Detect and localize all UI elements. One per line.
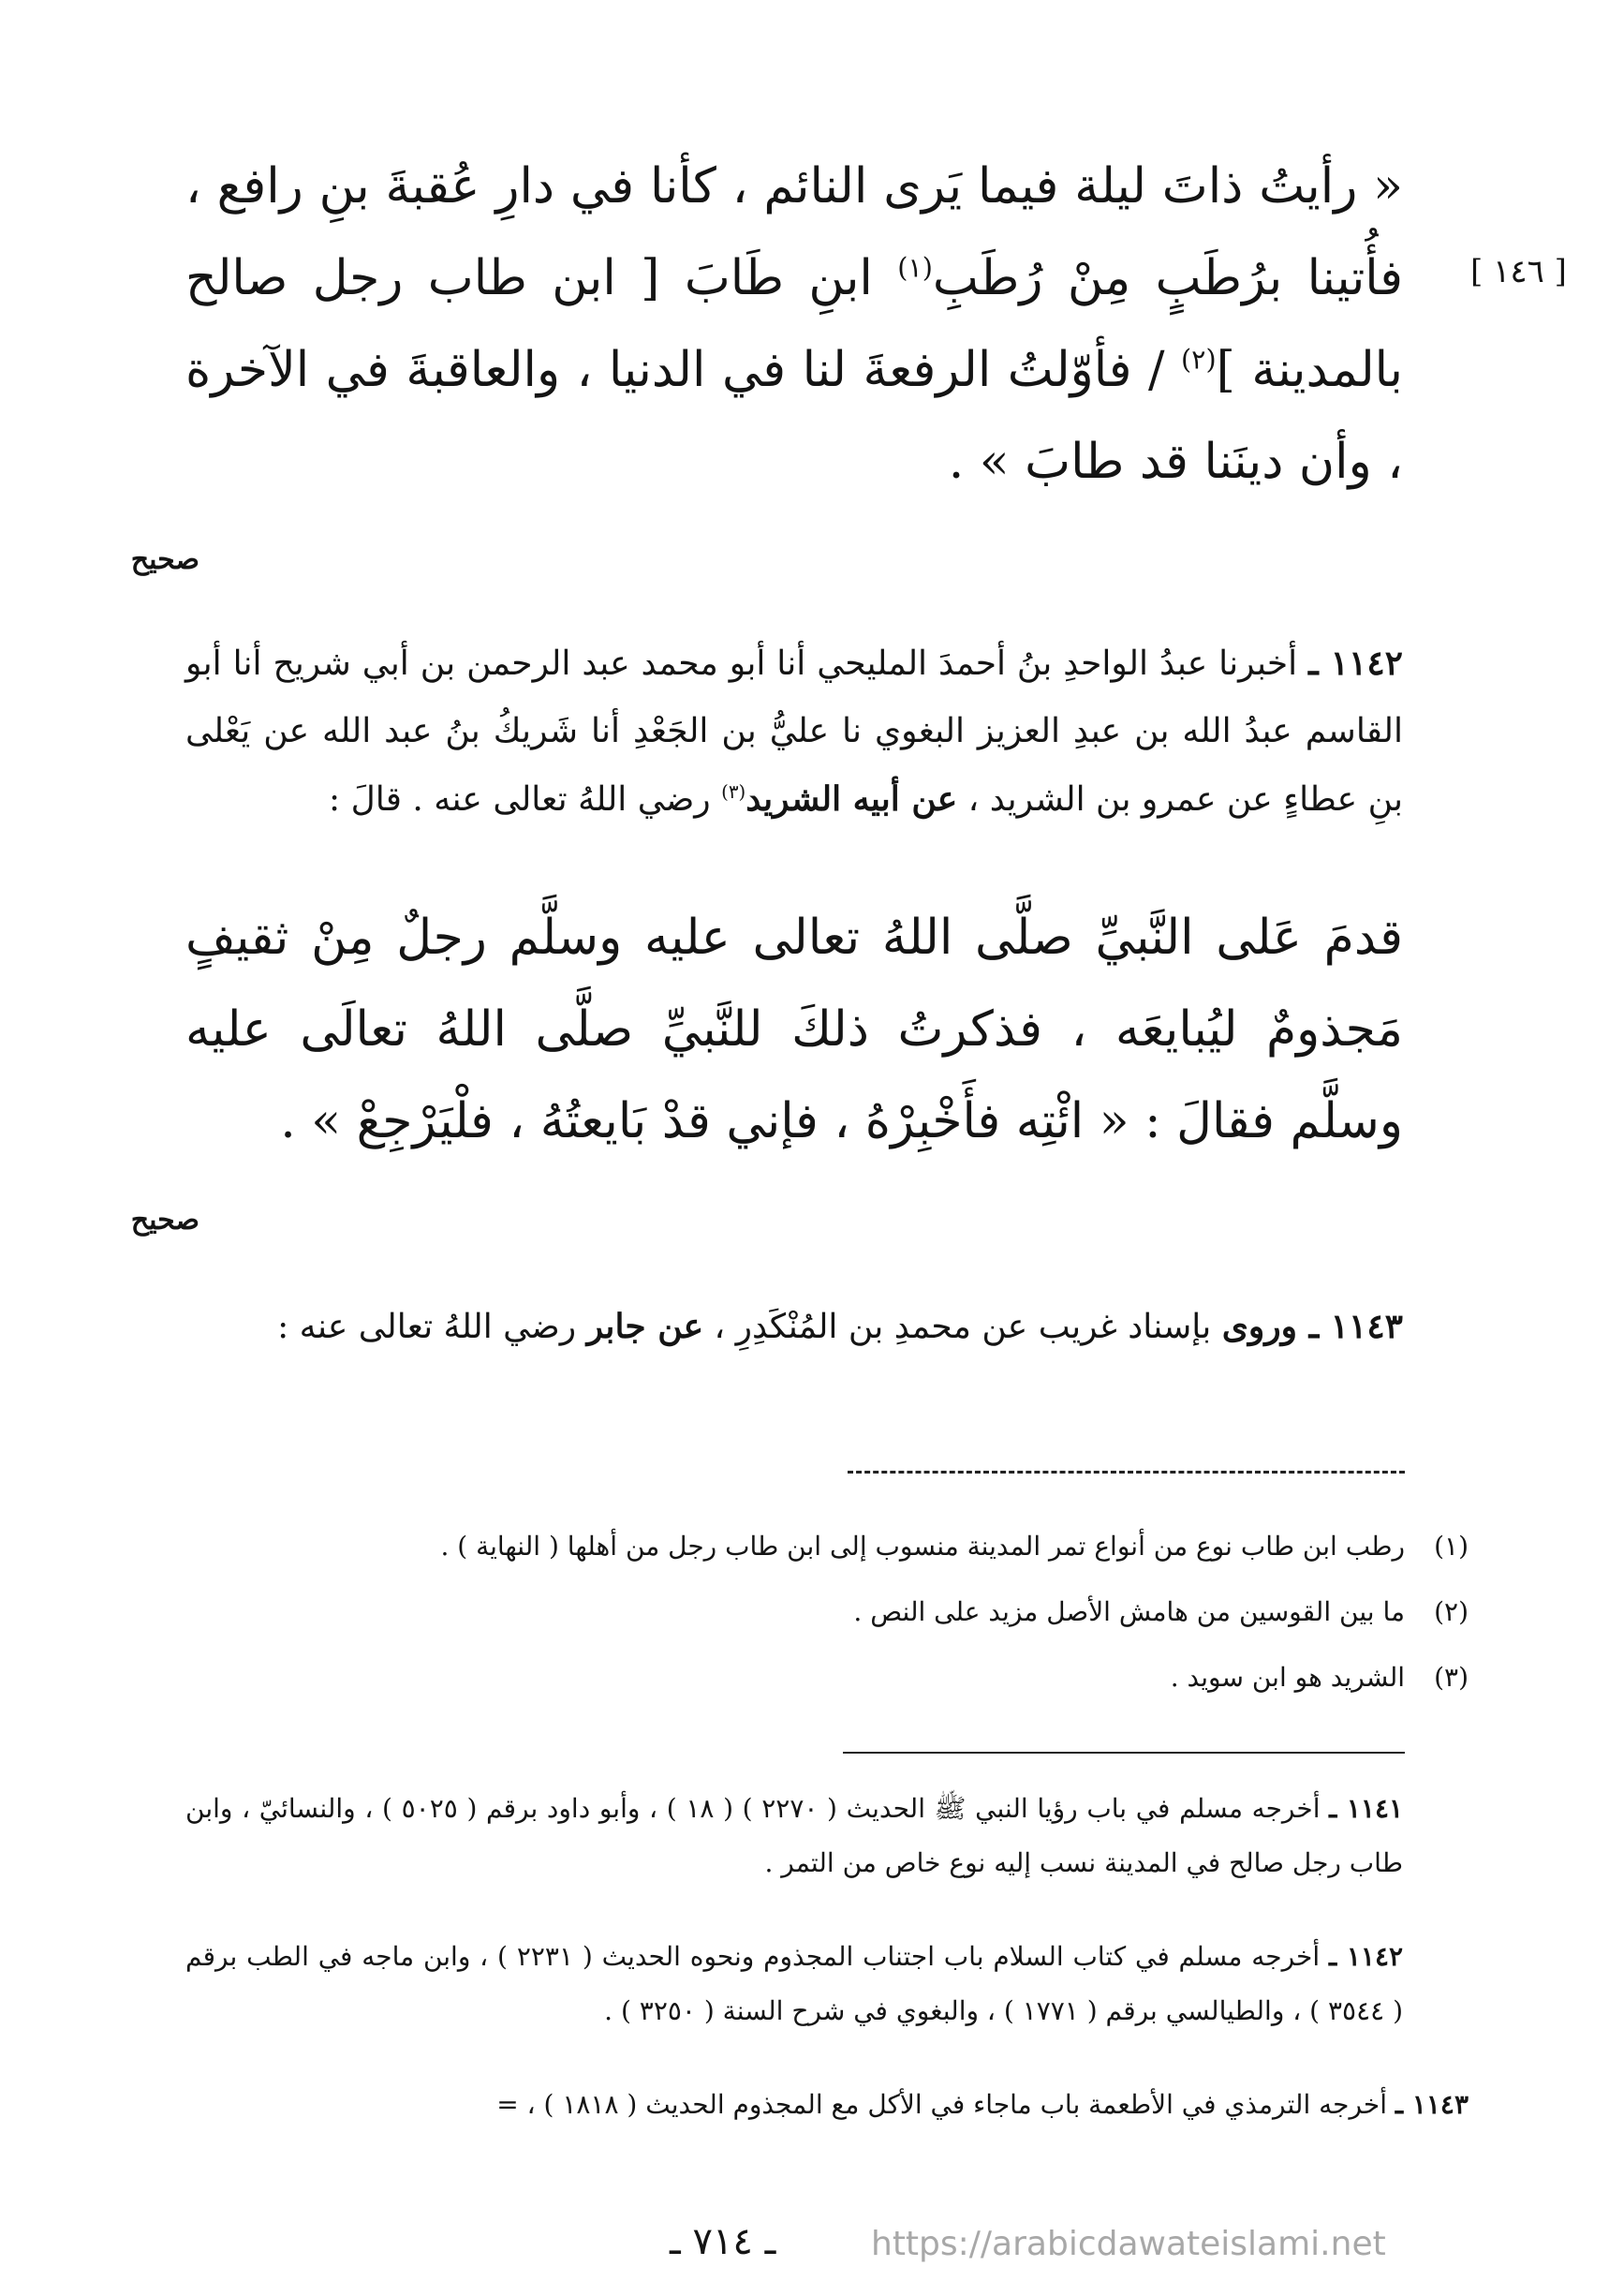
- grade-label-1: صحيح: [130, 543, 199, 576]
- takhrij-text: أخرجه مسلم في كتاب السلام باب اجتناب المجذوم ونحوه الحديث ( ٢٢٣١ ) ، وابن ماجه في الطب برقم ( ٣٥٤٤ ) ، والطيالسي برقم ( ١٧٧١ ) ، والبغوي في شرح السنة ( ٣٢٥٠ ) .: [185, 1941, 1403, 2026]
- hadith-number-1142: ١١٤٢ ـ: [1308, 644, 1403, 683]
- hadith-1143: [185, 1293, 1403, 1361]
- footnote-separator-dashed: [848, 1471, 1405, 1474]
- footnote-number: (٢): [1434, 1596, 1469, 1627]
- footnote-text: الشريد هو ابن سويد .: [1170, 1662, 1405, 1693]
- hadith-1142-from-father: عن أبيه الشريد: [745, 779, 958, 819]
- hadith-1141-text-3: / فأوّلتُ الرفعةَ لنا في الدنيا ، والعاقبةَ في الآخرة ، وأن دينَنا قد طابَ » .: [185, 342, 1403, 490]
- takhrij-number: ١١٤٢ ـ: [1328, 1941, 1404, 1972]
- hadith-number-1143: ١١٤٣ ـ: [1308, 1307, 1403, 1346]
- hadith-1141-tail: [185, 141, 1403, 508]
- takhrij-1142: [185, 1930, 1403, 2038]
- footnote-ref-3[interactable]: (٣): [721, 781, 746, 803]
- footnote-text: رطب ابن طاب نوع من أنواع تمر المدينة منسوب إلى ابن طاب رجل من أهلها ( النهاية ) .: [440, 1531, 1405, 1562]
- footnote-3: [187, 1662, 1469, 1693]
- grade-label-2: صحيح: [130, 1204, 199, 1237]
- takhrij-text: أخرجه مسلم في باب رؤيا النبي ﷺ الحديث ( ٢٢٧٠ ) ( ١٨ ) ، وأبو داود برقم ( ٥٠٢٥ ) ، والنسائيّ ، وابن طاب رجل صالح في المدينة نسب إليه نوع خاص من التمر .: [185, 1793, 1403, 1878]
- footnote-text: ما بين القوسين من هامش الأصل مزيد على النص .: [853, 1596, 1405, 1627]
- takhrij-separator: [843, 1752, 1405, 1754]
- takhrij-text: أخرجه الترمذي في الأطعمة باب ماجاء في الأكل مع المجذوم الحديث ( ١٨١٨ ) ، =: [496, 2089, 1395, 2120]
- takhrij-1141: [185, 1782, 1403, 1890]
- footnote-2: [187, 1596, 1469, 1627]
- hadith-1142-isnad: [185, 630, 1403, 834]
- takhrij-number: ١١٤١ ـ: [1329, 1793, 1404, 1824]
- takhrij-number: ١١٤٣ ـ: [1395, 2089, 1469, 2120]
- hadith-1143-text-2: رضي اللهُ تعالى عنه :: [277, 1308, 587, 1346]
- takhrij-1143: [185, 2078, 1469, 2132]
- page-number: ـ ٧١٤ ـ: [670, 2220, 776, 2263]
- hadith-1141-text-2: ابنِ طَابَ [ ابن طاب رجل صالح بالمدينة ]: [185, 250, 1403, 398]
- hadith-1141-text-1: « رأيتُ ذاتَ ليلة فيما يَرى النائم ، كأنا في دارِ عُقبةَ بنِ رافع ، فأُتينا برُطَبٍ مِنْ رُطَبِ: [185, 158, 1403, 306]
- hadith-1142-matn: قدمَ عَلى النَّبيِّ صلَّى اللهُ تعالى عليه وسلَّم رجلٌ مِنْ ثقيفٍ مَجذومٌ ليُبايعَه ، فذكرتُ ذلكَ للنَّبيِّ صلَّى اللهُ تعالَى عليه وسلَّم فقالَ : « ائْتِه فأَخْبِرْهُ ، فإني قدْ بَايعتُهُ ، فلْيَرْجِعْ » .: [185, 910, 1403, 1149]
- watermark-url: https://arabicdawateislami.net: [871, 2225, 1386, 2263]
- footnote-ref-2[interactable]: (٢): [1180, 343, 1217, 376]
- margin-page-reference: [ ١٤٦ ]: [1470, 253, 1567, 290]
- hadith-1143-from-jabir: عن جابر: [586, 1307, 704, 1346]
- footnote-1: [187, 1531, 1469, 1562]
- footnote-number: (٣): [1434, 1662, 1469, 1693]
- hadith-1143-narrated: وروى: [1221, 1307, 1309, 1346]
- footnote-number: (١): [1434, 1531, 1469, 1562]
- hadith-1142-isnad-1: أخبرنا عبدُ الواحدِ بنُ أحمدَ المليحي أنا أبو محمد عبد الرحمن بن أبي شريح أنا أبو القاسم عبدُ الله بن عبدِ العزيز البغوي نا عليُّ بن الجَعْدِ أنا شَريكُ بنُ عبد الله عن يَعْلى بنِ عطاءٍ عن عمرو بن الشريد ،: [185, 644, 1403, 819]
- hadith-1142-isnad-2: رضي اللهُ تعالى عنه . قالَ :: [329, 780, 722, 819]
- hadith-1143-text-1: بإسناد غريب عن محمدِ بن المُنْكَدِرِ ،: [703, 1308, 1222, 1346]
- footnote-ref-1[interactable]: (١): [897, 251, 933, 284]
